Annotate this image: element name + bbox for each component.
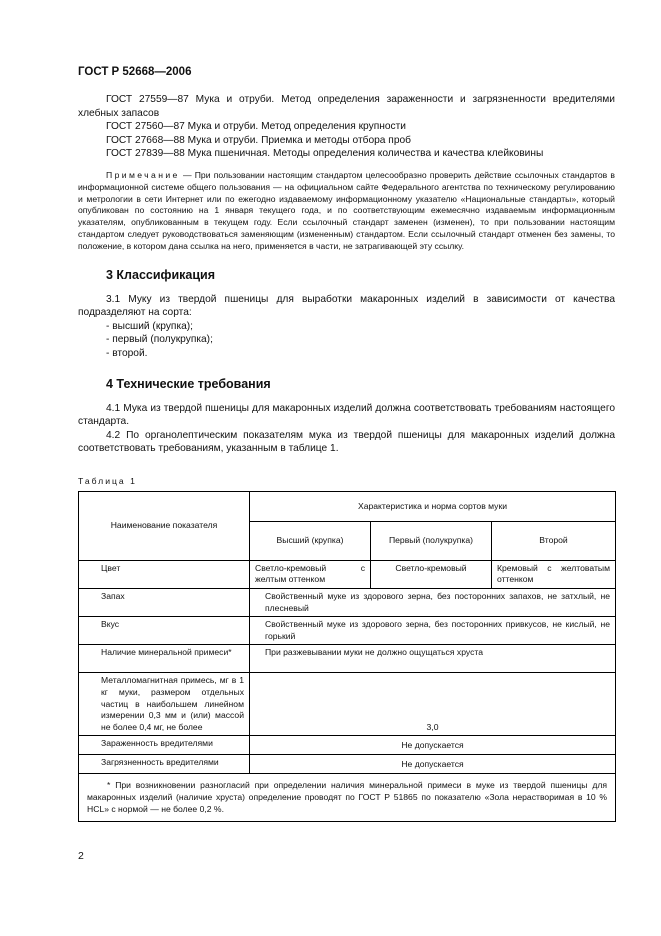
row-color-v1: Светло-кремовый с желтым оттенком xyxy=(250,560,371,588)
row-color-v3: Кремовый с желтоватым оттенком xyxy=(492,560,616,588)
note-paragraph xyxy=(78,170,615,253)
row-smell-value: Свойственный муке из здорового зерна, без посторонних запахов, не затхлый, не плесневый xyxy=(250,589,616,617)
table-row xyxy=(79,736,616,755)
table-caption: Таблица 1 xyxy=(78,475,137,486)
section-4-title: 4 Технические требования xyxy=(106,376,271,391)
page-header: ГОСТ Р 52668—2006 xyxy=(78,66,192,78)
row-pollution-value: Не допускается xyxy=(250,755,616,774)
row-mineral-value: При разжевывании муки не должно ощущаться хруста xyxy=(250,645,616,673)
page-body xyxy=(78,93,615,822)
table-row xyxy=(79,617,616,645)
list-item: - первый (полукрупка); xyxy=(106,334,213,346)
note-text: — При пользовании настоящим стандартом целесообразно проверить действие ссылочных стандартов в информационной системе общего пользования — на официальном сайте Федерального агентства по техническому регулированию и метрологии в сети Интернет или по ежегодно издаваемому информационному указателю «Национальные стандарты», который опубликован по состоянию на 1 января текущего года, и по соответствующим ежемесячно издаваемым информационным указателям, опубликованным в текущем году. Если ссылочный стандарт заменен (изменен), то при пользовании настоящим стандартом следует руководствоваться заменяющим (измененным) стандартом. Если ссылочный стандарт отменен без замены, то положение, в котором дана ссылка на него, применяется в части, не затрагивающей эту ссылку. xyxy=(78,169,615,251)
row-taste-value: Свойственный муке из здорового зерна, без посторонних привкусов, не кислый, не горький xyxy=(250,617,616,645)
table-row xyxy=(79,589,616,617)
row-name-metal: Металломагнитная примесь, мг в 1 кг муки, размером отдельных частиц в наибольшем линейном измерении 0,3 мм и (или) массой не более 0,4 мг, не более xyxy=(79,673,250,736)
ref-27839: ГОСТ 27839—88 Мука пшеничная. Методы определения количества и качества клейковины xyxy=(106,148,544,160)
table-row xyxy=(79,560,616,588)
table-footnote: * При возникновении разногласий при определении наличия минеральной примеси в муке из твердой пшеницы для макаронных изделий (наличие хруста) определение проводят по ГОСТ Р 51865 по показателю «Зола нерастворимая в 10 % HCL» с нормой — не более 0,2 %. xyxy=(79,774,616,822)
section-4-p1: 4.1 Мука из твердой пшеницы для макаронных изделий должна соответствовать требованиям настоящего стандарта. xyxy=(78,402,615,428)
col-header-name: Наименование показателя xyxy=(79,491,250,560)
row-name-smell: Запах xyxy=(79,589,250,617)
table-1 xyxy=(78,491,616,823)
col-header-grade1: Высший (крупка) xyxy=(250,521,371,560)
col-header-group: Характеристика и норма сортов муки xyxy=(250,491,616,521)
col-header-grade3: Второй xyxy=(492,521,616,560)
ref-27560: ГОСТ 27560—87 Мука и отруби. Метод определения крупности xyxy=(106,121,406,133)
row-color-v2: Светло-кремовый xyxy=(371,560,492,588)
row-name-color: Цвет xyxy=(79,560,250,588)
row-infest-value: Не допускается xyxy=(250,736,616,755)
table-row xyxy=(79,673,616,736)
row-name-infest: Зараженность вредителями xyxy=(79,736,250,755)
col-header-grade2: Первый (полукрупка) xyxy=(371,521,492,560)
page-number: 2 xyxy=(78,850,84,862)
row-name-taste: Вкус xyxy=(79,617,250,645)
row-metal-value: 3,0 xyxy=(250,673,616,736)
table-row xyxy=(79,645,616,673)
row-name-mineral: Наличие минеральной примеси* xyxy=(79,645,250,673)
ref-27668: ГОСТ 27668—88 Мука и отруби. Приемка и методы отбора проб xyxy=(106,134,411,146)
section-3-title: 3 Классификация xyxy=(106,267,216,282)
list-item: - второй. xyxy=(106,347,148,359)
note-label: Примечание xyxy=(106,169,180,180)
section-4-p2: 4.2 По органолептическим показателям мука из твердой пшеницы для макаронных изделий должна соответствовать требованиям, указанным в таблице 1. xyxy=(78,429,615,455)
section-3-p1: 3.1 Муку из твердой пшеницы для выработки макаронных изделий в зависимости от качества подразделяют на сорта: xyxy=(78,293,615,319)
ref-27559: ГОСТ 27559—87 Мука и отруби. Метод определения зараженности и загрязненности вредителями хлебных запасов xyxy=(78,94,615,119)
table-row xyxy=(79,755,616,774)
row-name-pollution: Загрязненность вредителями xyxy=(79,755,250,774)
list-item: - высший (крупка); xyxy=(106,320,194,332)
